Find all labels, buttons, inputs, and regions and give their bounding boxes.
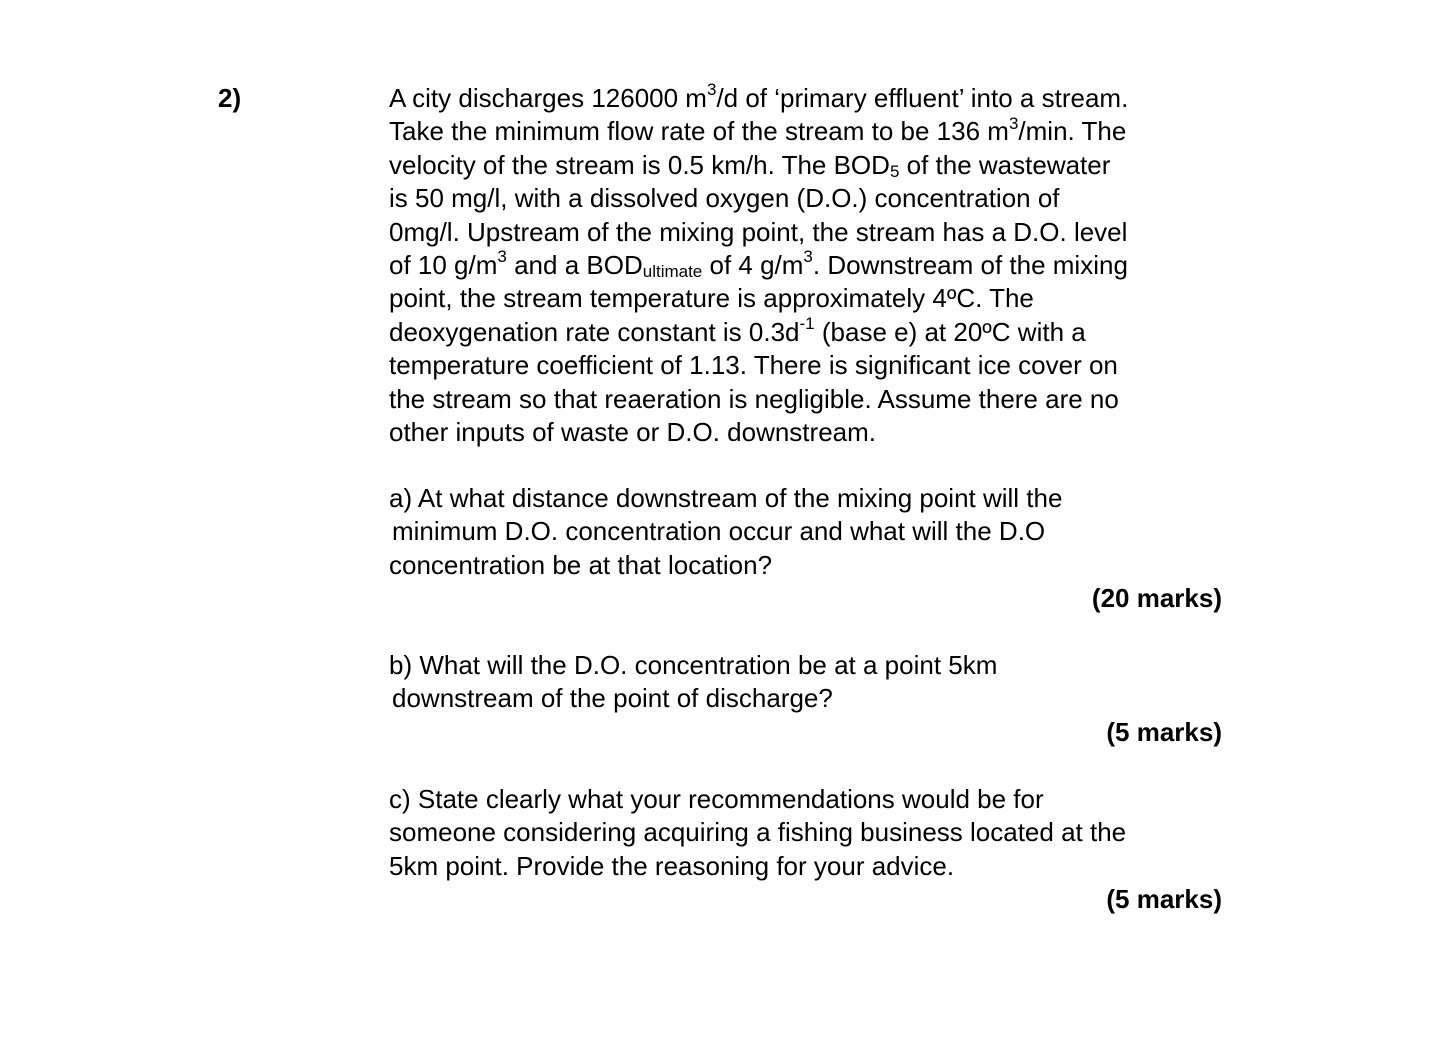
intro-line-2 [389, 115, 1229, 148]
part-c-marks: (5 marks) [1106, 884, 1222, 915]
intro-text: deoxygenation rate constant is 0.3d [389, 316, 800, 347]
part-b [389, 649, 1229, 749]
subscript: ultimate [642, 262, 703, 282]
intro-line-10: the stream so that reaeration is negligible. Assume there are no [389, 383, 1119, 414]
intro-line-11: other inputs of waste or D.O. downstream. [389, 417, 876, 448]
part-c-line: c) State clearly what your recommendations would be for [389, 784, 1044, 814]
intro-text: /min. The [1018, 116, 1127, 147]
superscript: 3 [706, 80, 717, 100]
intro-text: Take the minimum flow rate of the stream to be 136 m [389, 116, 1009, 147]
intro-text: A city discharges 126000 m [389, 83, 707, 113]
part-a-line: a) At what distance downstream of the mixing point will the [389, 483, 1063, 513]
part-b-marks: (5 marks) [1106, 716, 1222, 747]
intro-text: velocity of the stream is 0.5 km/h. The BOD [389, 149, 890, 180]
part-a-line: minimum D.O. concentration occur and what will the D.O [392, 516, 1046, 547]
superscript: 3 [1008, 113, 1019, 133]
intro-line-6 [389, 249, 1229, 282]
intro-line-1 [389, 82, 1229, 115]
part-a-line: concentration be at that location? [389, 549, 773, 580]
intro-text: (base e) at 20ºC with a [814, 316, 1086, 347]
question-intro [389, 82, 1229, 449]
part-c-line: 5km point. Provide the reasoning for your advice. [389, 850, 955, 881]
superscript: 3 [803, 247, 813, 267]
intro-text: of 10 g/m [389, 250, 498, 281]
intro-text: and a BOD [506, 250, 643, 281]
part-b-line: downstream of the point of discharge? [392, 683, 833, 714]
part-c [389, 783, 1229, 917]
subscript: 5 [889, 161, 900, 181]
intro-line-9: temperature coefficient of 1.13. There is significant ice cover on [389, 350, 1118, 381]
part-c-line: someone considering acquiring a fishing business located at the [389, 817, 1127, 848]
intro-text: of the wastewater [899, 149, 1111, 180]
superscript: 3 [497, 247, 507, 267]
intro-line-7: point, the stream temperature is approximately 4ºC. The [389, 283, 1034, 314]
intro-line-8 [389, 316, 1229, 349]
part-a [389, 482, 1229, 616]
intro-line-4: is 50 mg/l, with a dissolved oxygen (D.O.) concentration of [389, 183, 1060, 214]
intro-text: . Downstream of the mixing [812, 250, 1128, 281]
intro-line-5: 0mg/l. Upstream of the mixing point, the stream has a D.O. level [389, 216, 1128, 247]
intro-text: /d of ‘primary effluent’ into a stream. [716, 83, 1129, 113]
intro-text: of 4 g/m [702, 250, 804, 281]
part-b-line: b) What will the D.O. concentration be at a point 5km [389, 650, 998, 680]
question-number: 2) [218, 83, 242, 113]
superscript: -1 [799, 314, 815, 334]
intro-line-3 [389, 149, 1229, 182]
part-a-marks: (20 marks) [1091, 583, 1222, 614]
